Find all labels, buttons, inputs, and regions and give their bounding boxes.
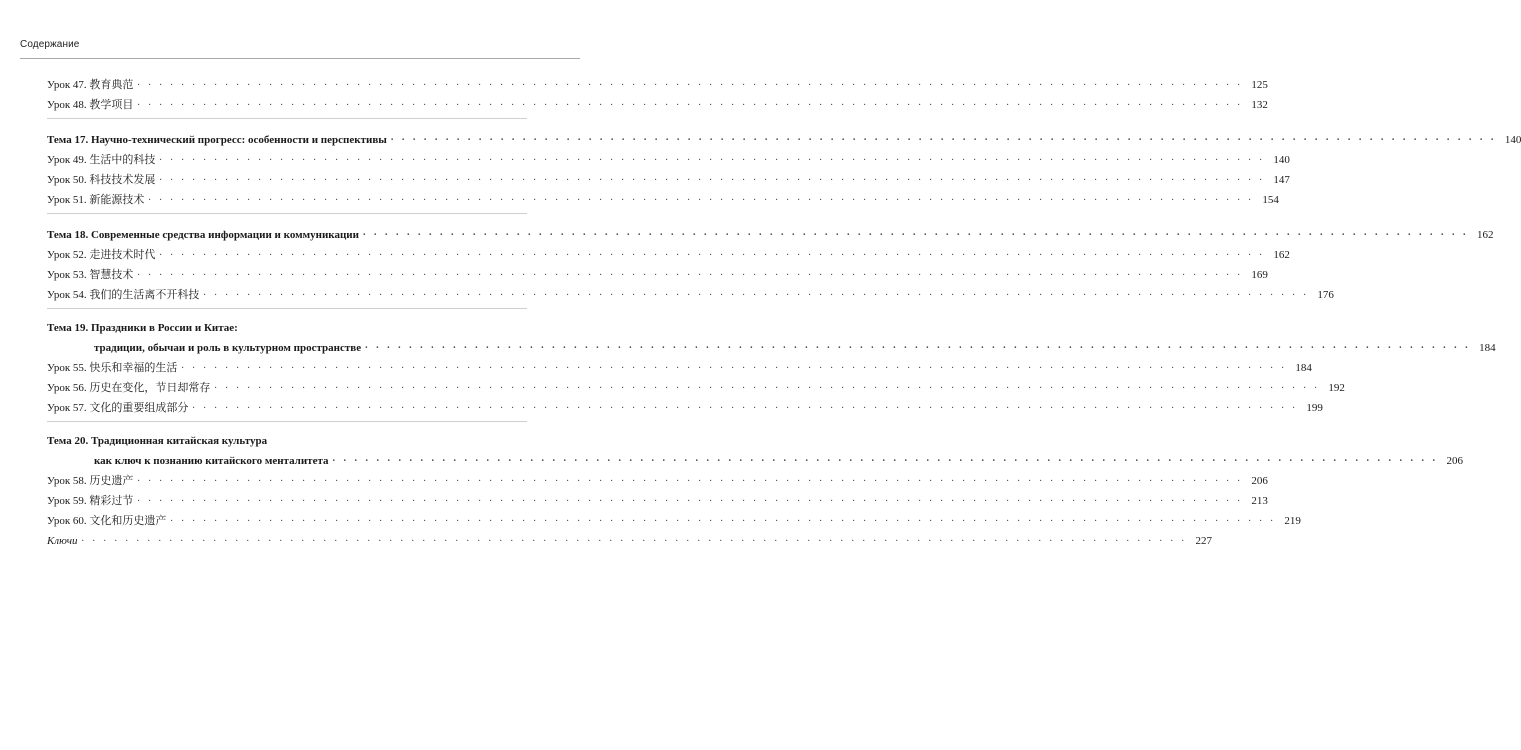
toc-group-4 <box>47 317 1496 415</box>
dot-leader: . . . . . . . . . . . . . . . . . . . . . . . . . . . . . . . . . . . . . . . . . . . . . . . . . . . . . . . . . . . . . . . . . . . . . . . . . . . . . . . . . . . . . . . . . . . . . . . . . . . . . <box>170 513 1276 524</box>
toc-entry-lesson-49[interactable] <box>47 147 1290 167</box>
toc-entry-lesson-57[interactable] <box>47 395 1323 415</box>
group-divider <box>47 308 527 309</box>
toc-entry-label: Урок 49. 生活中的科技 <box>47 154 156 166</box>
toc-theme-label: как ключ к познанию китайского менталитета <box>94 455 329 467</box>
toc-theme-label: традиции, обычаи и роль в культурном пространстве <box>94 342 362 354</box>
toc-group-2 <box>47 127 1521 207</box>
toc-entry-lesson-60[interactable] <box>47 508 1301 528</box>
toc-entry-page: 206 <box>1251 475 1268 487</box>
dot-leader: . . . . . . . . . . . . . . . . . . . . . . . . . . . . . . . . . . . . . . . . . . . . . . . . . . . . . . . . . . . . . . . . . . . . . . . . . . . . . . . . . . . . . . . . . . . . . . . . . . . . . <box>137 267 1243 278</box>
toc-entry-page: 176 <box>1317 289 1334 301</box>
toc-entry-label: Урок 53. 智慧技术 <box>47 269 134 281</box>
toc-entry-label: Урок 54. 我们的生活离不开科技 <box>47 289 200 301</box>
toc-entry-label: Урок 48. 教学项目 <box>47 99 134 111</box>
dot-leader: . . . . . . . . . . . . . . . . . . . . . . . . . . . . . . . . . . . . . . . . . . . . . . . . . . . . . . . . . . . . . . . . . . . . . . . . . . . . . . . . . . . . . . . . . . . . . . . . . . . . . <box>137 473 1243 484</box>
toc-theme-18[interactable] <box>47 222 1494 242</box>
toc-entry-lesson-50[interactable] <box>47 167 1290 187</box>
dot-leader: . . . . . . . . . . . . . . . . . . . . . . . . . . . . . . . . . . . . . . . . . . . . . . . . . . . . . . . . . . . . . . . . . . . . . . . . . . . . . . . . . . . . . . . . . . . . . . . . . . . . . <box>362 227 1469 238</box>
toc-entry-page: 227 <box>1195 535 1212 547</box>
toc-entry-lesson-54[interactable] <box>47 282 1334 302</box>
dot-leader: . . . . . . . . . . . . . . . . . . . . . . . . . . . . . . . . . . . . . . . . . . . . . . . . . . . . . . . . . . . . . . . . . . . . . . . . . . . . . . . . . . . . . . . . . . . . . . . . . . . . . <box>148 192 1254 203</box>
dot-leader: . . . . . . . . . . . . . . . . . . . . . . . . . . . . . . . . . . . . . . . . . . . . . . . . . . . . . . . . . . . . . . . . . . . . . . . . . . . . . . . . . . . . . . . . . . . . . . . . . . . . . <box>81 533 1187 544</box>
page-header-title: Содержание <box>20 39 80 50</box>
toc-entry-label: Урок 57. 文化的重要组成部分 <box>47 402 189 414</box>
toc-group-5 <box>47 430 1464 548</box>
toc-entry-label: Урок 51. 新能源技术 <box>47 194 145 206</box>
toc-entry-page: 147 <box>1273 174 1290 186</box>
toc-group-1 <box>47 72 1268 112</box>
toc-theme-label: Тема 17. Научно-технический прогресс: особенности и перспективы <box>47 134 387 146</box>
toc-entry-page: 219 <box>1284 515 1301 527</box>
dot-leader: . . . . . . . . . . . . . . . . . . . . . . . . . . . . . . . . . . . . . . . . . . . . . . . . . . . . . . . . . . . . . . . . . . . . . . . . . . . . . . . . . . . . . . . . . . . . . . . . . . . . . <box>159 247 1265 258</box>
group-divider <box>47 421 527 422</box>
toc-entry-label: Урок 58. 历史遗产 <box>47 475 134 487</box>
toc-entry-lesson-53[interactable] <box>47 262 1268 282</box>
toc-entry-keys[interactable] <box>47 528 1212 548</box>
dot-leader: . . . . . . . . . . . . . . . . . . . . . . . . . . . . . . . . . . . . . . . . . . . . . . . . . . . . . . . . . . . . . . . . . . . . . . . . . . . . . . . . . . . . . . . . . . . . . . . . . . . . . <box>159 152 1265 163</box>
toc-entry-page: 162 <box>1476 229 1494 241</box>
toc-entry-page: 154 <box>1262 194 1279 206</box>
group-divider <box>47 213 527 214</box>
toc-entry-page: 184 <box>1479 342 1496 354</box>
toc-theme-label: Тема 18. Современные средства информации и коммуникации <box>47 229 359 241</box>
toc-entry-label: Урок 50. 科技技术发展 <box>47 174 156 186</box>
toc-entry-label: Ключи <box>47 535 78 547</box>
toc-entry-page: 206 <box>1446 455 1464 467</box>
toc-entry-page: 125 <box>1251 79 1268 91</box>
table-of-contents <box>47 72 1521 548</box>
toc-entry-label: Урок 55. 快乐和幸福的生活 <box>47 362 178 374</box>
toc-theme-20[interactable] <box>47 448 1464 468</box>
toc-entry-label: Урок 52. 走进技术时代 <box>47 249 156 261</box>
toc-entry-page: 162 <box>1273 249 1290 261</box>
toc-entry-lesson-55[interactable] <box>47 355 1312 375</box>
toc-group-3 <box>47 222 1494 302</box>
toc-entry-page: 169 <box>1251 269 1268 281</box>
toc-theme-20-title[interactable]: Тема 20. Традиционная китайская культура <box>47 435 268 447</box>
toc-entry-label: Урок 59. 精彩过节 <box>47 495 134 507</box>
toc-entry-page: 132 <box>1251 99 1268 111</box>
toc-theme-19-title[interactable]: Тема 19. Праздники в России и Китае: <box>47 322 238 334</box>
toc-entry-lesson-47[interactable] <box>47 72 1268 92</box>
toc-entry-page: 192 <box>1328 382 1345 394</box>
dot-leader: . . . . . . . . . . . . . . . . . . . . . . . . . . . . . . . . . . . . . . . . . . . . . . . . . . . . . . . . . . . . . . . . . . . . . . . . . . . . . . . . . . . . . . . . . . . . . . . . . . . . . <box>181 360 1287 371</box>
dot-leader: . . . . . . . . . . . . . . . . . . . . . . . . . . . . . . . . . . . . . . . . . . . . . . . . . . . . . . . . . . . . . . . . . . . . . . . . . . . . . . . . . . . . . . . . . . . . . . . . . . . . . <box>192 400 1298 411</box>
group-divider <box>47 118 527 119</box>
toc-entry-lesson-58[interactable] <box>47 468 1268 488</box>
toc-entry-page: 140 <box>1273 154 1290 166</box>
toc-entry-lesson-56[interactable] <box>47 375 1345 395</box>
header-divider <box>20 58 580 59</box>
dot-leader: . . . . . . . . . . . . . . . . . . . . . . . . . . . . . . . . . . . . . . . . . . . . . . . . . . . . . . . . . . . . . . . . . . . . . . . . . . . . . . . . . . . . . . . . . . . . . . . . . . . . . <box>214 380 1320 391</box>
toc-entry-lesson-59[interactable] <box>47 488 1268 508</box>
toc-entry-lesson-52[interactable] <box>47 242 1290 262</box>
toc-entry-lesson-48[interactable] <box>47 92 1268 112</box>
dot-leader: . . . . . . . . . . . . . . . . . . . . . . . . . . . . . . . . . . . . . . . . . . . . . . . . . . . . . . . . . . . . . . . . . . . . . . . . . . . . . . . . . . . . . . . . . . . . . . . . . . . . . <box>159 172 1265 183</box>
dot-leader: . . . . . . . . . . . . . . . . . . . . . . . . . . . . . . . . . . . . . . . . . . . . . . . . . . . . . . . . . . . . . . . . . . . . . . . . . . . . . . . . . . . . . . . . . . . . . . . . . . . . . <box>137 493 1243 504</box>
dot-leader: . . . . . . . . . . . . . . . . . . . . . . . . . . . . . . . . . . . . . . . . . . . . . . . . . . . . . . . . . . . . . . . . . . . . . . . . . . . . . . . . . . . . . . . . . . . . . . . . . . . . . <box>332 453 1439 464</box>
toc-entry-label: Урок 47. 教育典范 <box>47 79 134 91</box>
toc-entry-page: 199 <box>1306 402 1323 414</box>
dot-leader: . . . . . . . . . . . . . . . . . . . . . . . . . . . . . . . . . . . . . . . . . . . . . . . . . . . . . . . . . . . . . . . . . . . . . . . . . . . . . . . . . . . . . . . . . . . . . . . . . . . . . <box>203 287 1309 298</box>
dot-leader: . . . . . . . . . . . . . . . . . . . . . . . . . . . . . . . . . . . . . . . . . . . . . . . . . . . . . . . . . . . . . . . . . . . . . . . . . . . . . . . . . . . . . . . . . . . . . . . . . . . . . <box>390 132 1497 143</box>
toc-entry-page: 184 <box>1295 362 1312 374</box>
dot-leader: . . . . . . . . . . . . . . . . . . . . . . . . . . . . . . . . . . . . . . . . . . . . . . . . . . . . . . . . . . . . . . . . . . . . . . . . . . . . . . . . . . . . . . . . . . . . . . . . . . . . . <box>137 77 1243 88</box>
dot-leader: . . . . . . . . . . . . . . . . . . . . . . . . . . . . . . . . . . . . . . . . . . . . . . . . . . . . . . . . . . . . . . . . . . . . . . . . . . . . . . . . . . . . . . . . . . . . . . . . . . . . . <box>137 97 1243 108</box>
toc-entry-lesson-51[interactable] <box>47 187 1279 207</box>
toc-theme-19[interactable] <box>47 335 1496 355</box>
toc-entry-label: Урок 56. 历史在变化，节日却常存 <box>47 382 211 394</box>
toc-entry-page: 213 <box>1251 495 1268 507</box>
dot-leader: . . . . . . . . . . . . . . . . . . . . . . . . . . . . . . . . . . . . . . . . . . . . . . . . . . . . . . . . . . . . . . . . . . . . . . . . . . . . . . . . . . . . . . . . . . . . . . . . . . . . . <box>365 340 1471 351</box>
toc-entry-label: Урок 60. 文化和历史遗产 <box>47 515 167 527</box>
toc-theme-17[interactable] <box>47 127 1521 147</box>
toc-entry-page: 140 <box>1504 134 1521 146</box>
